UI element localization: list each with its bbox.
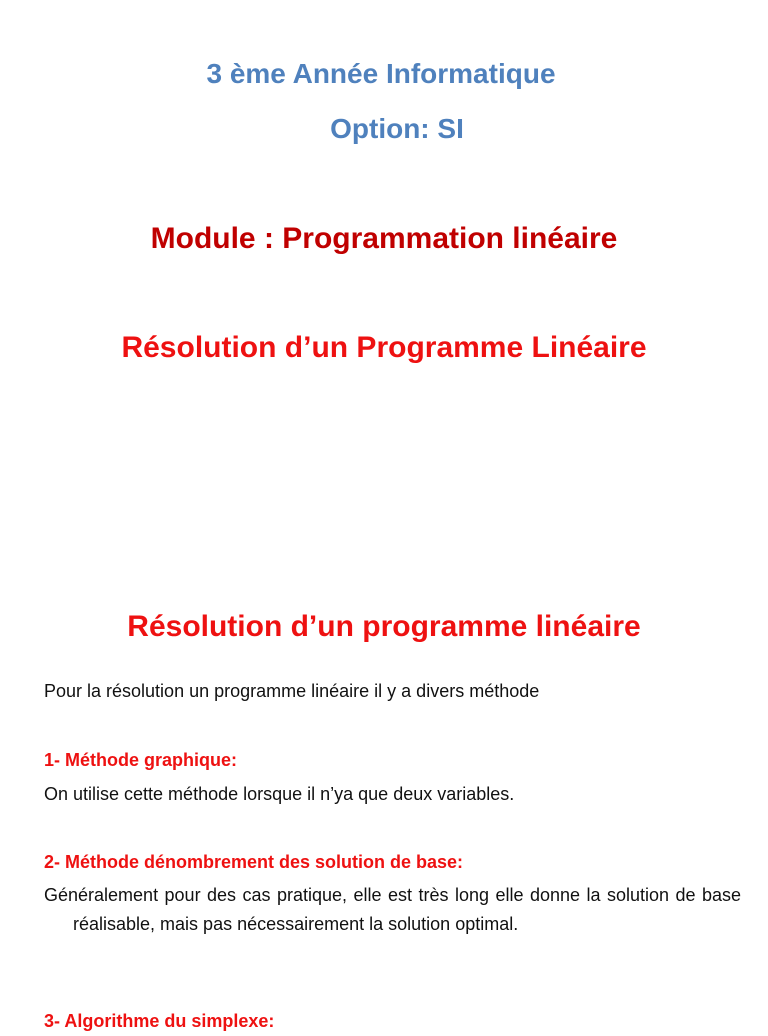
section-title: Résolution d’un programme linéaire: [127, 610, 641, 643]
deck-title: Résolution d’un Programme Linéaire: [121, 331, 647, 364]
module-title: Module : Programmation linéaire: [150, 222, 618, 255]
intro-paragraph: Pour la résolution un programme linéaire il y a divers méthode: [44, 681, 540, 701]
method-2-heading: 2- Méthode dénombrement des solution de base:: [44, 852, 464, 872]
method-1-heading: 1- Méthode graphique:: [44, 750, 237, 770]
course-title: 3 ème Année Informatique: [206, 58, 556, 89]
course-option: Option: SI: [330, 113, 464, 144]
method-3-heading: 3- Algorithme du simplexe:: [44, 1011, 275, 1031]
method-2-text: Généralement pour des cas pratique, elle est très long elle donne la solution de base réalisable, mais pas nécessairement la solution optimal.: [44, 885, 741, 934]
content-slide: [0, 560, 768, 1031]
method-1-text: On utilise cette méthode lorsque il n’ya que deux variables.: [44, 784, 515, 804]
